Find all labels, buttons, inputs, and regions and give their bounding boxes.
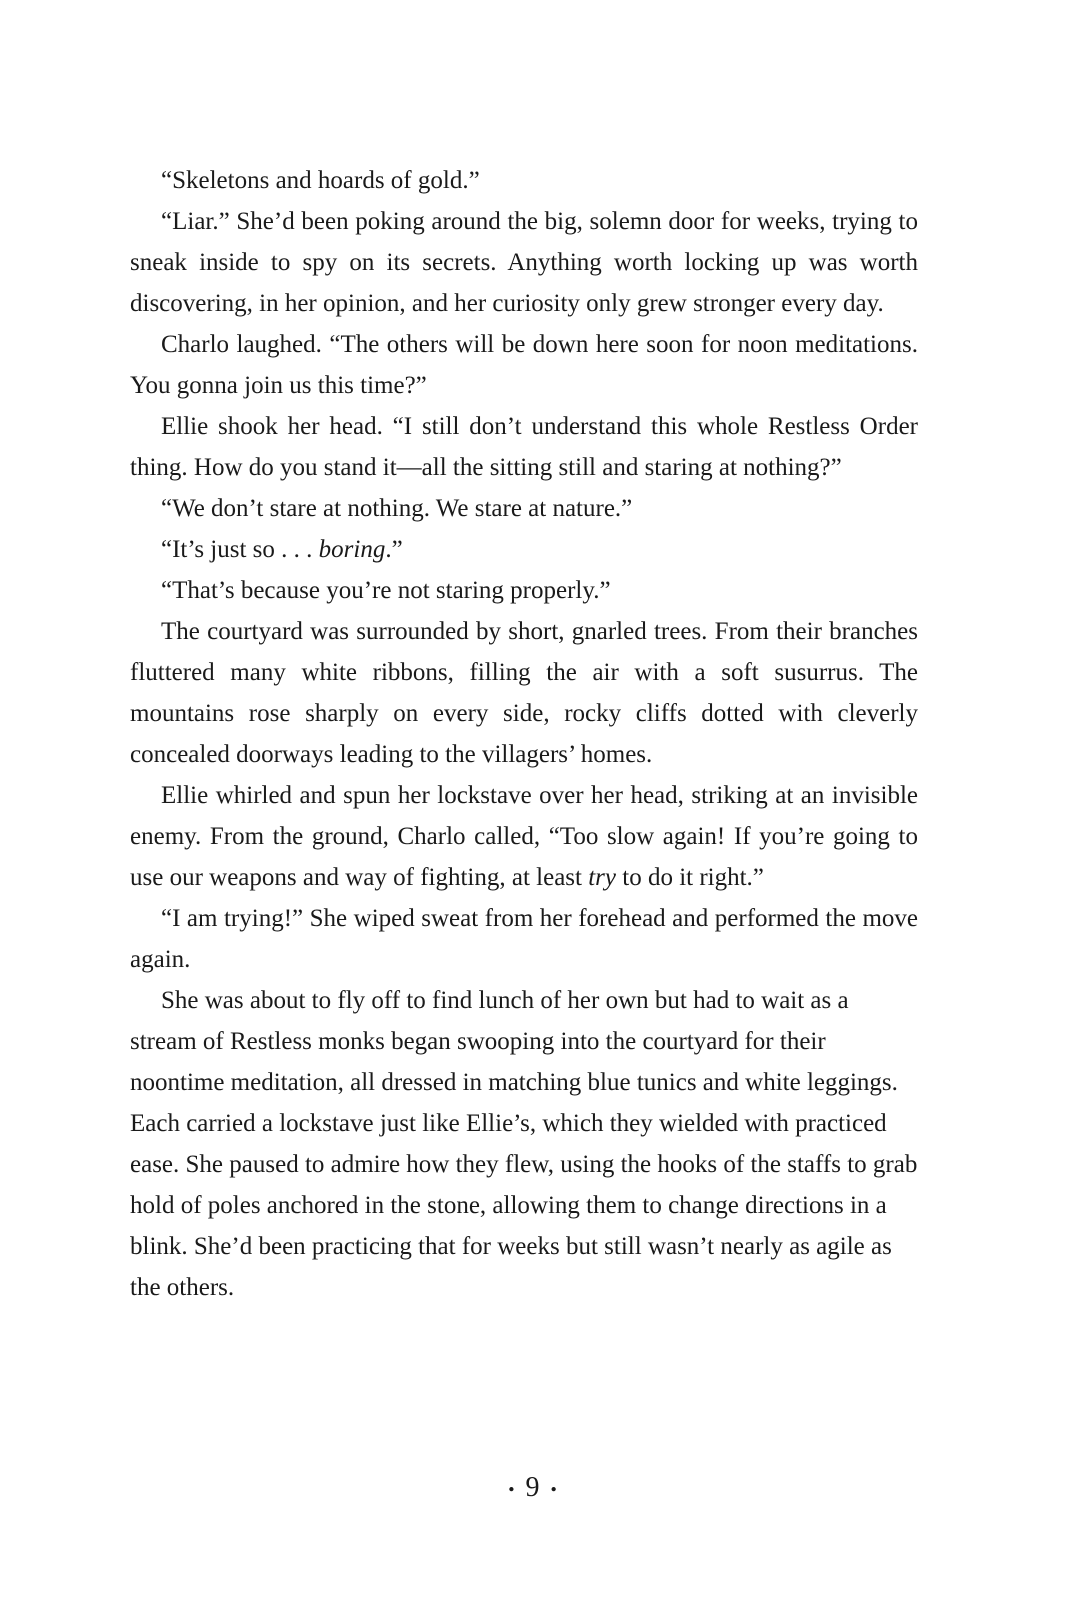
paragraph-text: “That’s because you’re not staring properly.” (161, 577, 611, 604)
paragraph-text: to do it right.” (616, 864, 764, 891)
paragraph-text: She was about to fly off to find lunch of her own but had to wait as a stream of Restless monks began swooping into the courtyard for their noontime meditation, all dressed in matching blue tunics and white leggings. Each carried a lockstave just like Ellie’s, which they wielded with practiced ease. She paused to admire how they flew, using the hooks of the staffs to grab hold of poles anchored in the stone, allowing them to change directions in a blink. She’d been practicing that for weeks but still wasn’t nearly as agile as the others. (130, 987, 918, 1301)
paragraph-text: “Skeletons and hoards of gold.” (161, 167, 480, 194)
paragraph (130, 775, 918, 898)
paragraph-text: Charlo laughed. “The others will be down here soon for noon meditations. You gonna join us this time?” (130, 331, 918, 399)
paragraph (130, 160, 918, 201)
page-number-value: 9 (525, 1472, 542, 1503)
page-body (130, 160, 918, 1308)
paragraph (130, 980, 918, 1308)
paragraph-text: “We don’t stare at nothing. We stare at nature.” (161, 495, 633, 522)
paragraph (130, 201, 918, 324)
paragraph-text: .” (385, 536, 403, 563)
paragraph (130, 570, 918, 611)
paragraph (130, 611, 918, 775)
paragraph-text: “I am trying!” She wiped sweat from her forehead and performed the move again. (130, 905, 918, 973)
ornament-dot-icon: • (550, 1479, 559, 1500)
paragraph (130, 529, 918, 570)
italic-text: boring (318, 536, 386, 563)
paragraph (130, 324, 918, 406)
paragraph-text: “It’s just so . . . (161, 536, 319, 563)
paragraph-text: “Liar.” She’d been poking around the big, solemn door for weeks, trying to sneak inside to spy on its secrets. Anything worth locking up was worth discovering, in her opinion, and her curiosity only grew stronger every day. (130, 208, 918, 317)
ornament-dot-icon: • (508, 1479, 517, 1500)
paragraph-text: The courtyard was surrounded by short, gnarled trees. From their branches fluttered many white ribbons, filling the air with a soft susurrus. The mountains rose sharply on every side, rocky cliffs dotted with cleverly concealed doorways leading to the villagers’ homes. (130, 618, 918, 768)
italic-text: try (588, 864, 616, 891)
page-number (0, 1470, 1067, 1508)
paragraph (130, 488, 918, 529)
paragraph-text: Ellie whirled and spun her lockstave over her head, striking at an invisible enemy. From the ground, Charlo called, “Too slow again! If you’re going to use our weapons and way of fighting, at least (130, 782, 918, 891)
paragraph (130, 406, 918, 488)
paragraph-text: Ellie shook her head. “I still don’t understand this whole Restless Order thing. How do you stand it—all the sitting still and staring at nothing?” (130, 413, 918, 481)
paragraph (130, 898, 918, 980)
